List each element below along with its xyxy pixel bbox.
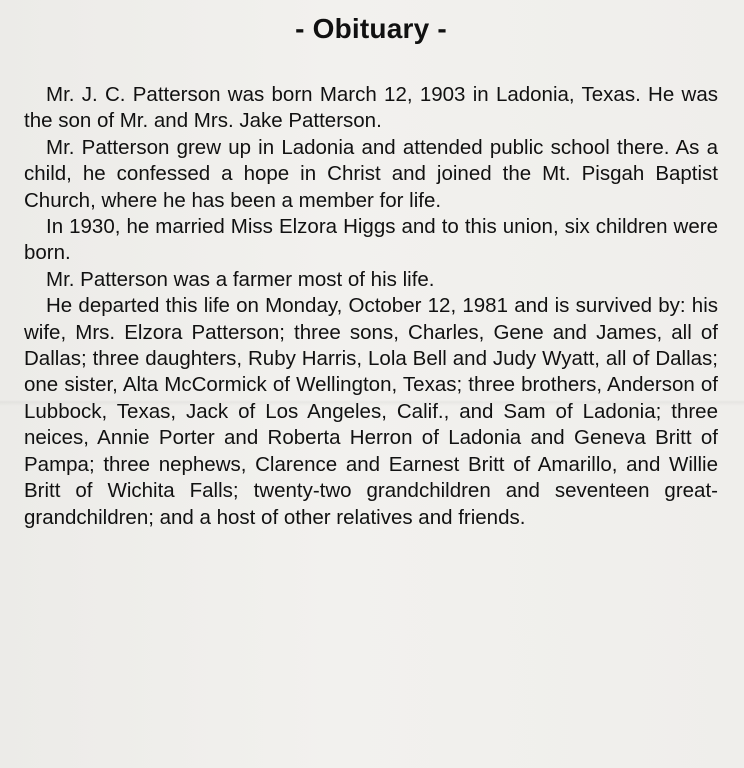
page-title: - Obituary - xyxy=(295,13,447,44)
paragraph-childhood: Mr. Patterson grew up in Ladonia and attended public school there. As a child, he confessed a hope in Christ and joined the Mt. Pisgah Baptist Church, where he has been a member for life. xyxy=(24,135,718,212)
paragraph-occupation: Mr. Patterson was a farmer most of his life. xyxy=(46,267,435,291)
paragraph-marriage: In 1930, he married Miss Elzora Higgs and to this union, six children were born. xyxy=(24,215,718,265)
paragraph-birth: Mr. J. C. Patterson was born March 12, 1903 in Ladonia, Texas. He was the son of Mr. and Mrs. Jake Patterson. xyxy=(24,83,718,133)
paragraph-survivors: He departed this life on Monday, October 12, 1981 and is survived by: his wife, Mrs. Elzora Patterson; three sons, Charles, Gene and James, all of Dallas; three daughters, Ruby Harris, Lola Bell and Judy Wyatt, all of Dallas; one sister, Alta McCormick of Wellington, Texas; three brothers, Anderson of Lubbock, Texas, Jack of Los Angeles, Calif., and Sam of Ladonia; three neices, Annie Porter and Roberta Herron of Ladonia and Geneva Britt of Pampa; three nephews, Clarence and Earnest Britt of Amarillo, and Willie Britt of Wichita Falls; twenty-two grandchildren and seventeen great-grandchildren; and a host of other relatives and friends. xyxy=(24,294,718,529)
